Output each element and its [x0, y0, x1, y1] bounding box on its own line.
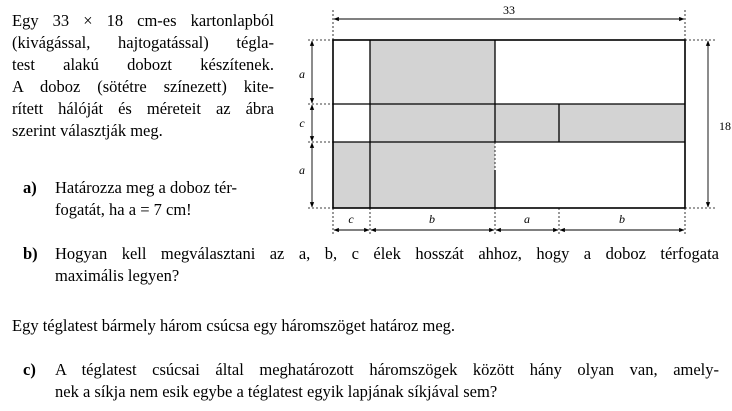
problem-intro [12, 10, 274, 142]
question-a-line: fogatát, ha a = 7 cm! [55, 200, 192, 219]
question-b-line: Hogyan kell megválasztani az a, b, c élek hosszát ahhoz, hogy a doboz térfogata [55, 244, 719, 263]
intro-line: Egy 33 × 18 cm-es kartonlapból [12, 11, 274, 30]
net-face [370, 40, 495, 104]
intro-line: A doboz (sötétre színezett) kite- [12, 77, 274, 96]
intro-line: szerint választják meg. [12, 121, 163, 140]
cardboard-sheet [333, 40, 685, 208]
triangle-statement: Egy téglatest bármely három csúcsa egy háromszöget határoz meg. [12, 316, 456, 335]
intro-line: test alakú dobozt készítenek. [12, 55, 274, 74]
bottom-label: b [619, 212, 625, 226]
left-label: c [299, 116, 305, 130]
bottom-label: c [348, 212, 354, 226]
intro-line: (kivágással, hajtogatással) tégla- [12, 33, 274, 52]
net-face [333, 142, 495, 208]
question-a-label: a) [23, 178, 37, 197]
intro-line: rített hálóját és méreteit az ábra [12, 99, 274, 118]
question-a-line: Határozza meg a doboz tér- [55, 178, 237, 197]
left-label: a [299, 163, 305, 177]
dimension-arrows [312, 19, 708, 230]
net-face [370, 104, 685, 142]
question-b-line: maximális legyen? [55, 266, 180, 285]
question-b-label: b) [23, 244, 38, 263]
dimension-guides [308, 10, 715, 236]
left-label: a [299, 67, 305, 81]
question-c-line: nek a síkja nem esik egybe a téglatest egyik lapjának síkjával sem? [55, 382, 498, 401]
height-label: 18 [719, 119, 731, 133]
question-c-line: A téglatest csúcsai által meghatározott háromszögek között hány olyan van, amely- [55, 360, 719, 379]
width-label: 33 [503, 3, 515, 17]
net-edges [333, 40, 685, 208]
bottom-label: a [524, 212, 530, 226]
question-c-label: c) [23, 360, 36, 379]
bottom-label: b [429, 212, 435, 226]
